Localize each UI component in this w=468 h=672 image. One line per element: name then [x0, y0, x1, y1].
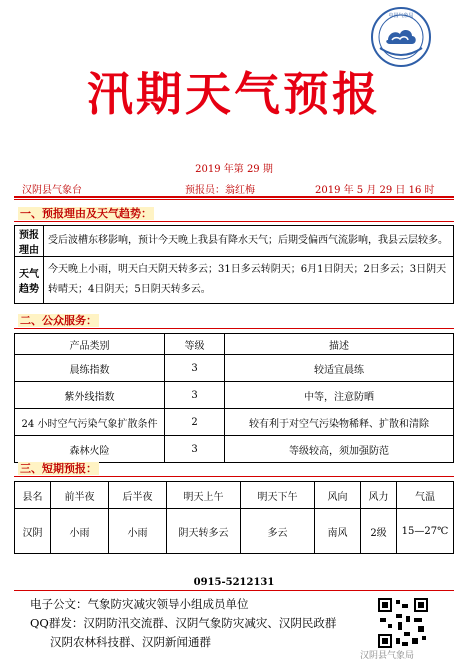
- table-cell: 晨练指数: [15, 355, 165, 382]
- col-header: 等级: [165, 334, 225, 355]
- section-reasoning-heading: 一、预报理由及天气趋势：: [14, 206, 454, 222]
- col-header: 前半夜: [51, 482, 109, 509]
- col-header: 明天上午: [167, 482, 241, 509]
- reasoning-table: [14, 225, 454, 304]
- office-name: 汉阴县气象台: [22, 185, 82, 196]
- footer-line-3: 汉阴农林科技群、汉阴新闻通群: [50, 635, 211, 649]
- logo-label: 中国气象局: [388, 13, 414, 19]
- table-row: [15, 257, 454, 304]
- table-cell: 2: [165, 409, 225, 436]
- table-row: [15, 226, 454, 257]
- footer-rule: [14, 590, 454, 591]
- table-cell: 2级: [361, 509, 397, 554]
- table-cell: 等级较高，须加强防范: [225, 436, 454, 463]
- row-value: 受后波槽东移影响，预计今天晚上我县有降水天气；后期受偏西气流影响，我县云层较多。: [44, 226, 454, 257]
- table-cell: 小雨: [51, 509, 109, 554]
- table-cell: 阴天转多云: [167, 509, 241, 554]
- table-cell: 多云: [241, 509, 315, 554]
- issue-date: 2019 年 5 月 29 日 16 时: [315, 185, 435, 196]
- col-header: 风力: [361, 482, 397, 509]
- col-header: 产品类别: [15, 334, 165, 355]
- table-row: [15, 409, 454, 436]
- col-header: 描述: [225, 334, 454, 355]
- row-value: 今天晚上小雨，明天白天阴天转多云；31日多云转阴天；6月1日阴天；2日多云；3日阴天转晴天；4日阴天；5日阴天转多云。: [44, 257, 454, 304]
- table-cell: 3: [165, 382, 225, 409]
- row-key: 天气趋势: [15, 257, 44, 304]
- table-cell: 森林火险: [15, 436, 165, 463]
- table-row: [15, 509, 454, 554]
- report-title: 汛期天气预报: [87, 67, 381, 121]
- section-public-heading: 二、公众服务：: [14, 313, 454, 329]
- table-cell: 24 小时空气污染气象扩散条件: [15, 409, 165, 436]
- col-header: 县名: [15, 482, 51, 509]
- table-header-row: [15, 482, 454, 509]
- col-header: 风向: [315, 482, 361, 509]
- table-cell: 较适宜晨练: [225, 355, 454, 382]
- col-header: 后半夜: [109, 482, 167, 509]
- row-key: 预报理由: [15, 226, 44, 257]
- table-row: [15, 436, 454, 463]
- issue-number: 2019 年第 29 期: [195, 164, 273, 175]
- short-term-forecast-table: [14, 481, 454, 554]
- footer-line-1: 电子公文：气象防灾减灾领导小组成员单位: [30, 597, 249, 611]
- forecaster: 预报员：翁红梅: [185, 185, 255, 196]
- table-cell: 较有利于对空气污染物稀释、扩散和清除: [225, 409, 454, 436]
- section-shortterm-heading: 三、短期预报：: [14, 461, 454, 477]
- col-header: 气温: [397, 482, 454, 509]
- table-cell: 南风: [315, 509, 361, 554]
- public-service-table: [14, 333, 454, 463]
- table-row: [15, 355, 454, 382]
- table-cell: 15—27℃: [397, 509, 454, 554]
- header-rule: [14, 196, 454, 198]
- table-cell: 中等，注意防晒: [225, 382, 454, 409]
- qr-code-icon: [378, 598, 428, 648]
- table-cell: 3: [165, 355, 225, 382]
- table-cell: 小雨: [109, 509, 167, 554]
- table-cell: 汉阴: [15, 509, 51, 554]
- table-cell: 紫外线指数: [15, 382, 165, 409]
- header-rule-thin: [14, 199, 454, 200]
- contact-phone: 0915-5212131: [193, 577, 275, 588]
- table-header-row: [15, 334, 454, 355]
- watermark: 汉阴县气象局: [360, 651, 415, 661]
- col-header: 明天下午: [241, 482, 315, 509]
- table-row: [15, 382, 454, 409]
- table-cell: 3: [165, 436, 225, 463]
- footer-line-2: QQ群发：汉阴防汛交流群、汉阴气象防灾减灾、汉阴民政群: [30, 616, 337, 630]
